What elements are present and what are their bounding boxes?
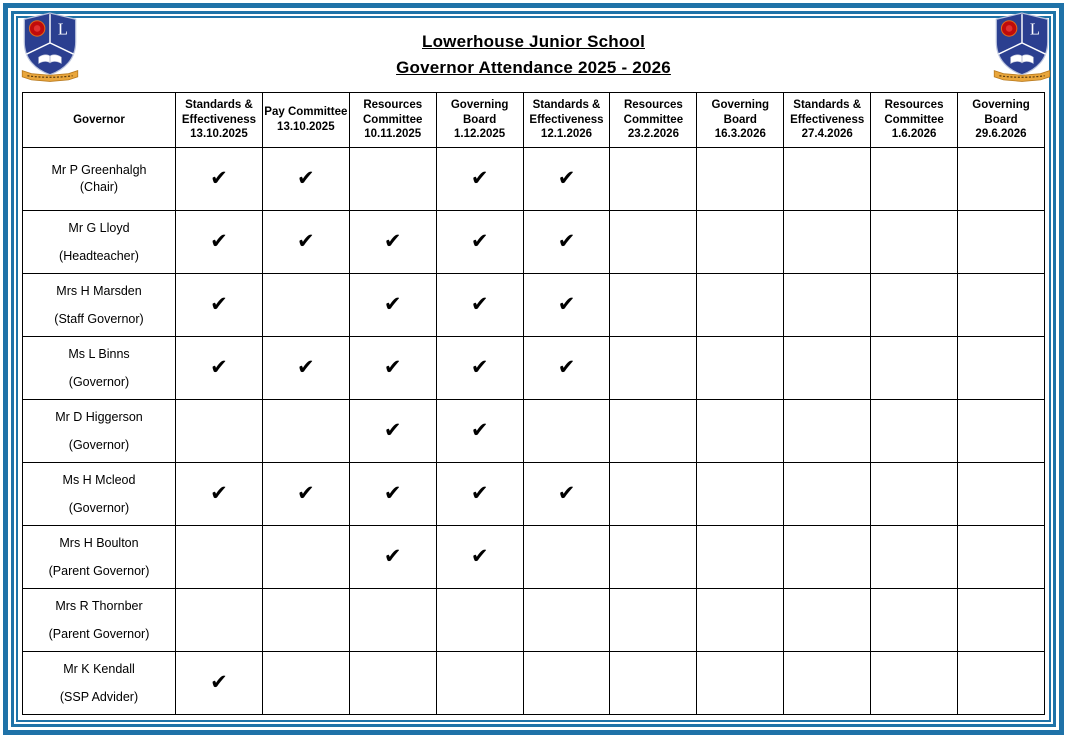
table-row [23,463,1045,526]
attendance-cell-empty [958,400,1045,463]
attendance-cell-empty [697,400,784,463]
attendance-cell-empty [697,148,784,211]
checkmark-icon: ✔ [470,292,489,316]
attendance-cell-empty [958,652,1045,715]
attendance-cell-empty [784,400,871,463]
checkmark-icon: ✔ [383,292,402,316]
governor-name-cell [23,400,176,463]
attendance-cell-empty [176,400,263,463]
attendance-cell-present [436,400,523,463]
meeting-name: Governing Board [711,98,770,126]
meeting-name: Pay Committee [264,106,348,119]
governor-name: Mrs H Boulton [59,535,139,550]
checkmark-icon: ✔ [557,481,576,505]
attendance-cell-empty [436,652,523,715]
attendance-cell-empty [262,274,349,337]
attendance-cell-empty [262,652,349,715]
attendance-cell-empty [958,337,1045,400]
checkmark-icon: ✔ [557,229,576,253]
attendance-cell-present [436,337,523,400]
attendance-cell-empty [610,211,697,274]
attendance-cell-present [523,337,610,400]
attendance-cell-present [176,463,263,526]
meeting-date: 12.1.2026 [540,128,593,141]
attendance-cell-present [176,211,263,274]
attendance-cell-present [176,652,263,715]
meeting-name: Standards & Effectiveness [790,98,865,126]
checkmark-icon: ✔ [470,418,489,442]
crest-rose-center [34,25,41,32]
checkmark-icon: ✔ [210,355,228,379]
attendance-cell-present [262,211,349,274]
meeting-column-header [436,93,523,148]
attendance-cell-present [523,148,610,211]
school-name-title: Lowerhouse Junior School [422,32,645,51]
attendance-cell-empty [871,652,958,715]
checkmark-icon: ✔ [383,229,402,253]
governor-role: (Governor) [68,437,130,452]
governor-name: Mr D Higgerson [55,409,143,424]
attendance-cell-present [349,337,436,400]
table-body [23,148,1045,715]
meeting-column-header [871,93,958,148]
table-row [23,274,1045,337]
governor-name-cell [23,463,176,526]
meeting-column-header [697,93,784,148]
meeting-column-header [610,93,697,148]
meeting-name: Standards & Effectiveness [181,98,257,126]
checkmark-icon: ✔ [210,670,228,694]
governor-name: Mrs H Marsden [56,283,142,298]
attendance-cell-empty [871,337,958,400]
attendance-cell-empty [784,463,871,526]
attendance-cell-empty [610,652,697,715]
attendance-cell-empty [784,148,871,211]
governor-role: (Staff Governor) [54,311,144,326]
attendance-cell-present [349,463,436,526]
attendance-cell-empty [610,274,697,337]
meeting-column-header [349,93,436,148]
checkmark-icon: ✔ [297,481,315,505]
checkmark-icon: ✔ [470,229,489,253]
meeting-name: Standards & Effectiveness [529,98,604,126]
checkmark-icon: ✔ [557,292,576,316]
governor-name: Mr G Lloyd [68,220,130,235]
school-crest-icon [991,11,1053,85]
meeting-date: 1.6.2026 [891,128,937,141]
attendance-cell-empty [697,652,784,715]
attendance-cell-empty [262,589,349,652]
crest-letter-l: L [57,19,68,39]
attendance-cell-empty [697,589,784,652]
table-row [23,211,1045,274]
attendance-cell-present [436,463,523,526]
attendance-table [22,92,1045,715]
governor-name-cell [23,274,176,337]
attendance-cell-empty [784,211,871,274]
checkmark-icon: ✔ [557,166,576,190]
governor-column-header: Governor [23,93,176,148]
governor-name-cell [23,526,176,589]
attendance-cell-empty [958,211,1045,274]
checkmark-icon: ✔ [557,355,576,379]
attendance-cell-present [176,274,263,337]
attendance-cell-present [176,337,263,400]
attendance-cell-present [523,274,610,337]
governor-name: Mr P Greenhalgh [51,163,147,177]
attendance-cell-empty [610,526,697,589]
attendance-cell-empty [697,274,784,337]
governor-name: Ms H Mcleod [62,472,136,487]
meeting-date: 29.6.2026 [975,128,1027,141]
attendance-cell-empty [523,652,610,715]
attendance-cell-empty [697,337,784,400]
attendance-cell-present [436,148,523,211]
attendance-cell-empty [436,589,523,652]
meeting-name: Governing Board [972,98,1030,126]
meeting-name: Resources Committee [623,98,684,126]
attendance-cell-present [436,211,523,274]
attendance-cell-empty [610,463,697,526]
checkmark-icon: ✔ [297,166,315,190]
checkmark-icon: ✔ [210,229,228,253]
attendance-cell-empty [784,526,871,589]
meeting-column-header [523,93,610,148]
attendance-cell-empty [871,400,958,463]
attendance-cell-empty [523,526,610,589]
checkmark-icon: ✔ [210,166,228,190]
checkmark-icon: ✔ [383,355,402,379]
attendance-cell-empty [697,211,784,274]
governor-role: (Headteacher) [59,248,139,263]
table-row [23,400,1045,463]
table-row [23,589,1045,652]
attendance-cell-empty [176,526,263,589]
governor-role: (Parent Governor) [48,563,150,578]
governor-name: Mrs R Thornber [55,598,143,613]
governor-name-cell [23,589,176,652]
governor-role: (Governor) [68,374,130,389]
attendance-cell-empty [958,148,1045,211]
attendance-cell-empty [784,337,871,400]
checkmark-icon: ✔ [210,481,228,505]
attendance-cell-empty [610,400,697,463]
meeting-date: 13.10.2025 [190,128,248,141]
meeting-date: 13.10.2025 [277,121,335,133]
attendance-cell-present [262,337,349,400]
attendance-cell-empty [349,652,436,715]
attendance-cell-present [262,148,349,211]
checkmark-icon: ✔ [383,418,402,442]
meeting-date: 10.11.2025 [364,128,422,141]
attendance-cell-empty [610,337,697,400]
crest-letter-l: L [1029,19,1040,39]
attendance-cell-empty [871,463,958,526]
attendance-cell-present [262,463,349,526]
checkmark-icon: ✔ [470,481,489,505]
checkmark-icon: ✔ [297,355,315,379]
attendance-cell-empty [523,400,610,463]
checkmark-icon: ✔ [470,166,489,190]
school-crest-icon [19,11,81,85]
governor-role: (SSP Advider) [59,689,139,704]
attendance-cell-empty [349,589,436,652]
governor-name: Ms L Binns [68,346,130,361]
meeting-date: 1.12.2025 [454,128,506,141]
attendance-cell-empty [610,148,697,211]
checkmark-icon: ✔ [297,229,315,253]
attendance-cell-present [349,211,436,274]
meeting-date: 27.4.2026 [801,128,853,141]
attendance-cell-empty [523,589,610,652]
attendance-cell-empty [958,463,1045,526]
attendance-cell-empty [262,400,349,463]
attendance-cell-empty [871,211,958,274]
governor-name-cell [23,148,176,211]
table-head [23,93,1045,148]
attendance-cell-present [436,526,523,589]
checkmark-icon: ✔ [210,292,228,316]
governor-name-cell [23,211,176,274]
table-row [23,148,1045,211]
meeting-name: Governing Board [450,98,509,126]
attendance-cell-empty [697,463,784,526]
attendance-cell-empty [610,589,697,652]
attendance-cell-empty [784,589,871,652]
meeting-name: Resources Committee [363,98,423,126]
attendance-cell-empty [958,274,1045,337]
governor-name-cell [23,337,176,400]
attendance-cell-empty [958,589,1045,652]
meeting-date: 16.3.2026 [714,128,766,141]
attendance-cell-present [523,211,610,274]
attendance-cell-present [436,274,523,337]
attendance-cell-present [523,463,610,526]
attendance-cell-empty [871,148,958,211]
meeting-name: Resources Committee [884,98,944,126]
checkmark-icon: ✔ [470,355,489,379]
governor-role: (Parent Governor) [48,626,150,641]
meeting-column-header [958,93,1045,148]
governor-role: (Governor) [68,500,130,515]
checkmark-icon: ✔ [383,481,402,505]
attendance-cell-empty [176,589,263,652]
table-row [23,337,1045,400]
attendance-cell-empty [262,526,349,589]
attendance-cell-empty [784,652,871,715]
attendance-cell-present [349,274,436,337]
governor-role: (Chair) [79,180,119,194]
meeting-column-header [784,93,871,148]
attendance-cell-empty [784,274,871,337]
attendance-cell-present [176,148,263,211]
meeting-date: 23.2.2026 [627,128,679,141]
attendance-cell-present [349,400,436,463]
attendance-cell-empty [697,526,784,589]
document-title: Governor Attendance 2025 - 2026 [396,57,671,77]
attendance-cell-empty [871,589,958,652]
meeting-column-header [262,93,349,148]
document-header [0,29,1067,80]
table-row [23,652,1045,715]
governor-name-cell [23,652,176,715]
crest-rose-center [1006,25,1013,32]
checkmark-icon: ✔ [383,544,402,568]
header-row [23,93,1045,148]
governor-name: Mr K Kendall [63,661,135,676]
attendance-cell-empty [871,526,958,589]
attendance-cell-empty [349,148,436,211]
attendance-cell-present [349,526,436,589]
meeting-column-header [176,93,263,148]
attendance-cell-empty [958,526,1045,589]
checkmark-icon: ✔ [470,544,489,568]
table-row [23,526,1045,589]
attendance-cell-empty [871,274,958,337]
